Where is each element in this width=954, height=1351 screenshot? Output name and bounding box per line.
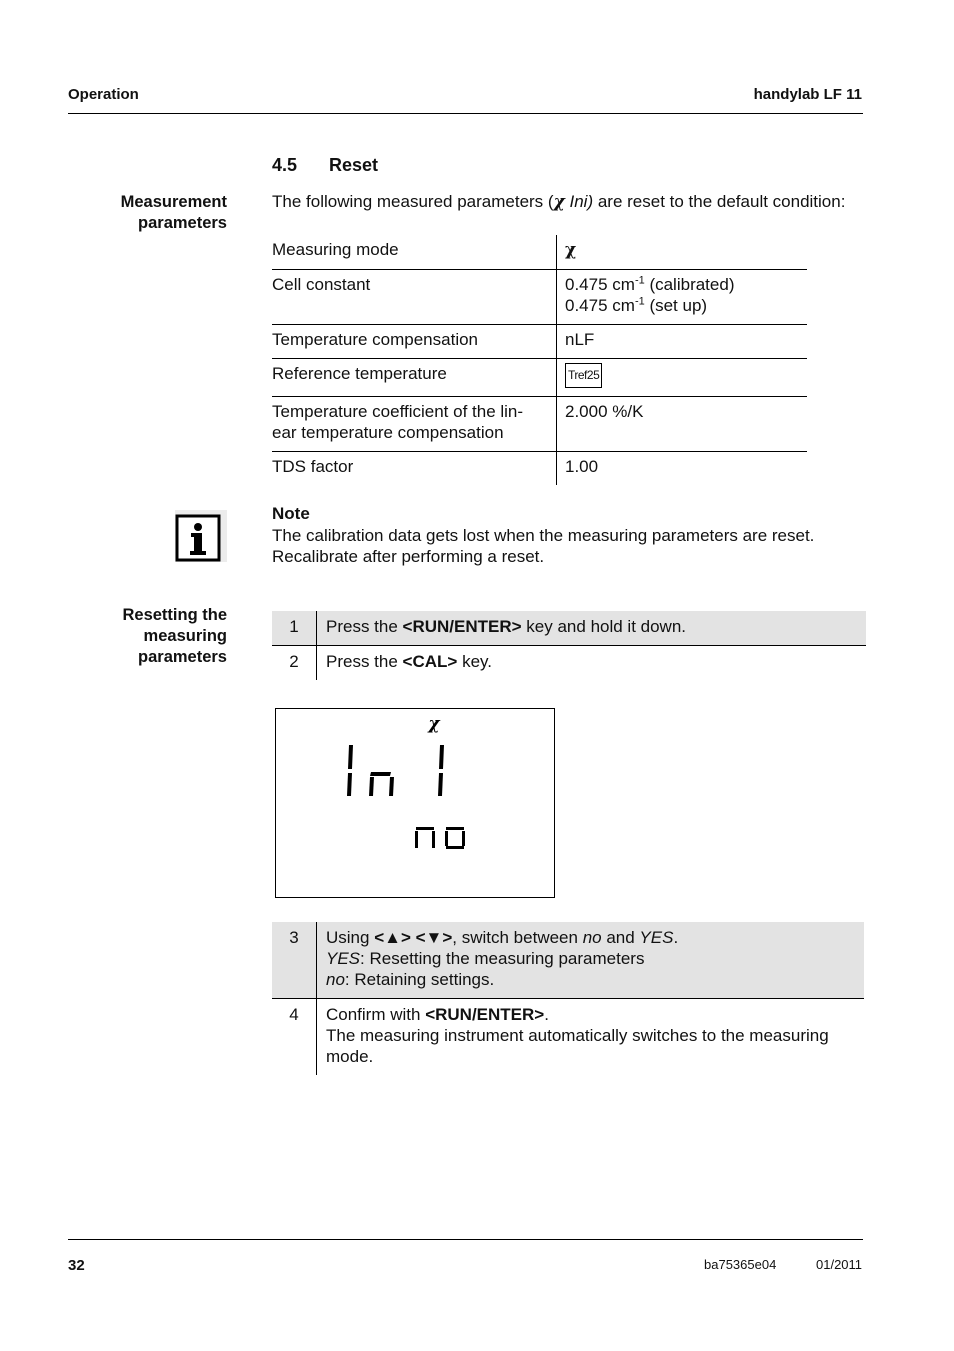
note-body: The calibration data gets lost when the measuring parameters are reset. Recalibrate after performing a reset. — [272, 526, 815, 566]
page-number: 32 — [68, 1257, 85, 1274]
step-row: 3 Using <▲> <▼>, switch between no and YES. YES: Resetting the measuring parameters no: Retaining settings. — [272, 922, 864, 999]
section-title: Reset — [329, 155, 379, 175]
lcd-readout — [276, 709, 554, 897]
table-row: Reference temperature Tref25 — [272, 359, 807, 397]
steps-table-2 — [272, 922, 864, 1075]
table-row: Temperature compensation nLF — [272, 325, 807, 359]
margin-label-measurement-parameters: Measurement parameters — [120, 193, 227, 232]
key-name: <RUN/ENTER> — [402, 617, 522, 636]
table-row: Temperature coefficient of the lin- ear temperature compensation 2.000 %/K — [272, 397, 807, 452]
note-title: Note — [272, 504, 310, 523]
table-row: TDS factor 1.00 — [272, 452, 807, 486]
lcd-sub-no — [415, 827, 465, 849]
key-name: <CAL> — [402, 652, 458, 671]
chi-symbol: χ — [565, 240, 577, 260]
running-header-section: Operation — [68, 86, 139, 103]
footer-divider — [68, 1239, 863, 1240]
step-row: 2 Press the <CAL> key. — [272, 646, 866, 681]
step-row: 1 Press the <RUN/ENTER> key and hold it down. — [272, 611, 866, 646]
step-row: 4 Confirm with <RUN/ENTER>. The measuring instrument automatically switches to the measuring mode. — [272, 999, 864, 1076]
section-number: 4.5 — [272, 155, 298, 175]
table-row: Cell constant 0.475 $cm^{-1}$ (calibrated) 0.475 $cm^{-1}$ (set up) — [272, 270, 807, 325]
lcd-chi-symbol: χ — [428, 714, 440, 734]
key-name: <RUN/ENTER> — [425, 1005, 545, 1024]
lcd-display — [275, 708, 555, 898]
chi-symbol: χ — [553, 192, 565, 212]
info-icon — [175, 510, 227, 562]
tref25-display-symbol: Tref25 — [565, 363, 602, 388]
arrow-keys: <▲> <▼> — [374, 928, 453, 947]
reset-parameters-table — [272, 235, 807, 485]
margin-label-resetting: Resetting the measuring parameters — [122, 606, 227, 666]
header-divider — [68, 113, 863, 114]
document-date: 01/2011 — [816, 1257, 863, 1272]
lcd-main-ini — [347, 745, 444, 796]
document-id: ba75365e04 — [704, 1257, 777, 1272]
table-row: Measuring mode χ — [272, 235, 807, 270]
intro-paragraph: The following measured parameters (χ Ini) are reset to the default condition: — [272, 192, 846, 212]
running-header-product: handylab LF 11 — [753, 86, 862, 103]
steps-table-1 — [272, 611, 866, 680]
